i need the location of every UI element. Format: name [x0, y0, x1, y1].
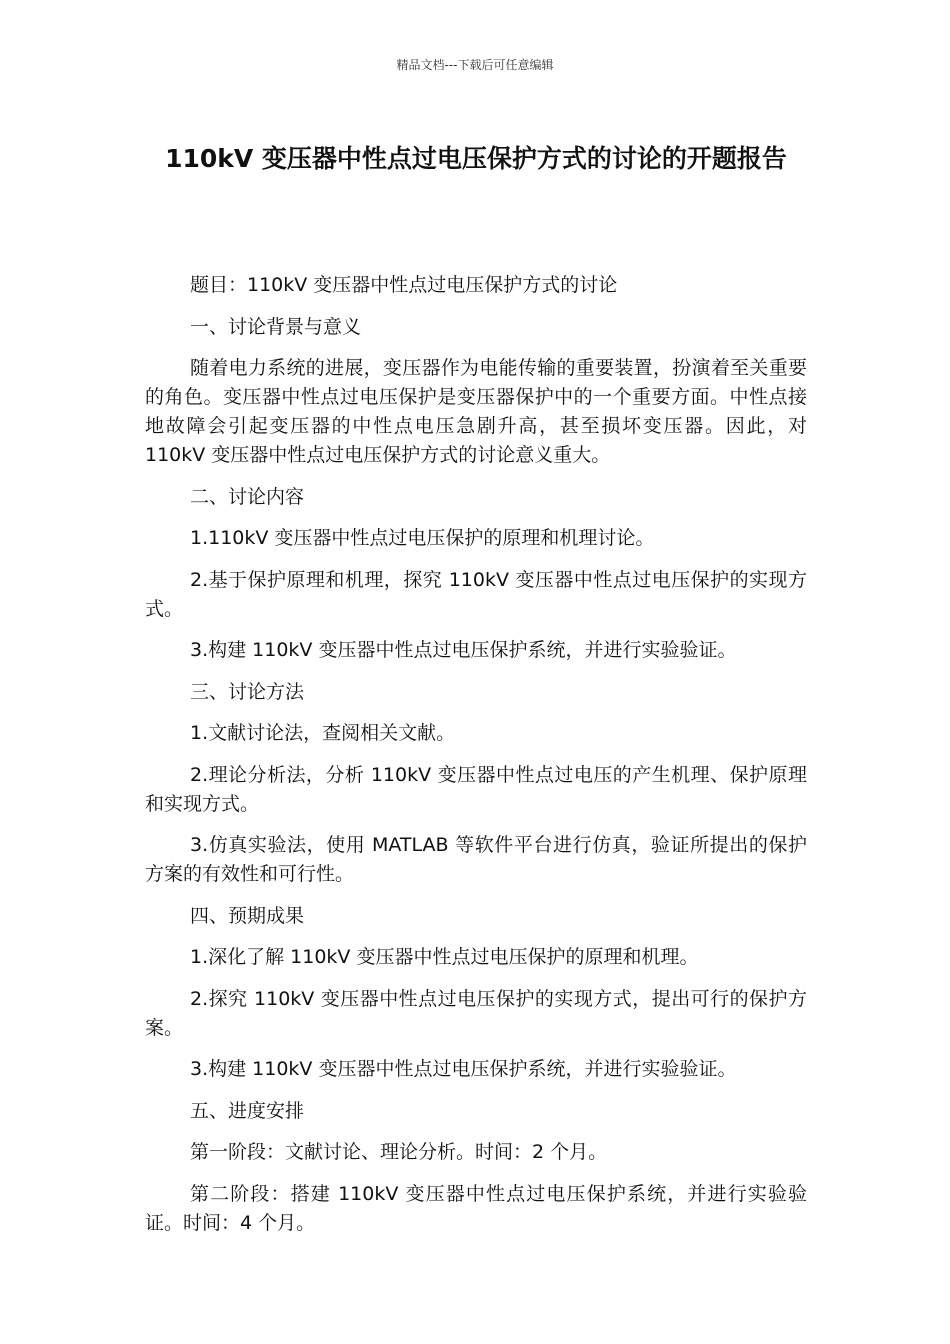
- section-heading-background: 一、讨论背景与意义: [190, 315, 362, 338]
- document-body: [145, 271, 807, 1250]
- schedule-item: 第一阶段：文献讨论、理论分析。时间：2 个月。: [190, 1141, 608, 1163]
- section-heading-content: 二、讨论内容: [190, 485, 305, 508]
- list-item: 3.仿真实验法，使用 MATLAB 等软件平台进行仿真，验证所提出的保护方案的有效性和可行性。: [145, 834, 807, 885]
- list-item: 2.探究 110kV 变压器中性点过电压保护的实现方式，提出可行的保护方案。: [145, 987, 807, 1039]
- section-heading-method: 三、讨论方法: [190, 680, 305, 703]
- document-title: 110kV 变压器中性点过电压保护方式的讨论的开题报告: [165, 144, 787, 173]
- list-item: 1.文献讨论法，查阅相关文献。: [190, 722, 456, 744]
- paragraph-topic: 题目：110kV 变压器中性点过电压保护方式的讨论: [190, 274, 618, 296]
- section-heading-schedule: 五、进度安排: [190, 1099, 305, 1122]
- schedule-item: 第二阶段：搭建 110kV 变压器中性点过电压保护系统，并进行实验验证。时间：4 个月。: [145, 1182, 807, 1234]
- list-item: 3.构建 110kV 变压器中性点过电压保护系统，并进行实验验证。: [190, 639, 737, 661]
- paragraph-background: 随着电力系统的进展，变压器作为电能传输的重要装置，扮演着至关重要的角色。变压器中性点过电压保护是变压器保护中的一个重要方面。中性点接地故障会引起变压器的中性点电压急剧升高，甚至损坏变压器。因此，对 110kV 变压器中性点过电压保护方式的讨论意义重大。: [145, 357, 807, 466]
- list-item: 2.基于保护原理和机理，探究 110kV 变压器中性点过电压保护的实现方式。: [145, 568, 807, 620]
- section-heading-results: 四、预期成果: [190, 904, 305, 927]
- list-item: 1.110kV 变压器中性点过电压保护的原理和机理讨论。: [190, 527, 655, 549]
- list-item: 1.深化了解 110kV 变压器中性点过电压保护的原理和机理。: [190, 946, 699, 968]
- page-header: 精品文档---下载后可任意编辑: [396, 58, 554, 72]
- list-item: 2.理论分析法，分析 110kV 变压器中性点过电压的产生机理、保护原理和实现方式。: [145, 763, 807, 815]
- list-item: 3.构建 110kV 变压器中性点过电压保护系统，并进行实验验证。: [190, 1058, 737, 1080]
